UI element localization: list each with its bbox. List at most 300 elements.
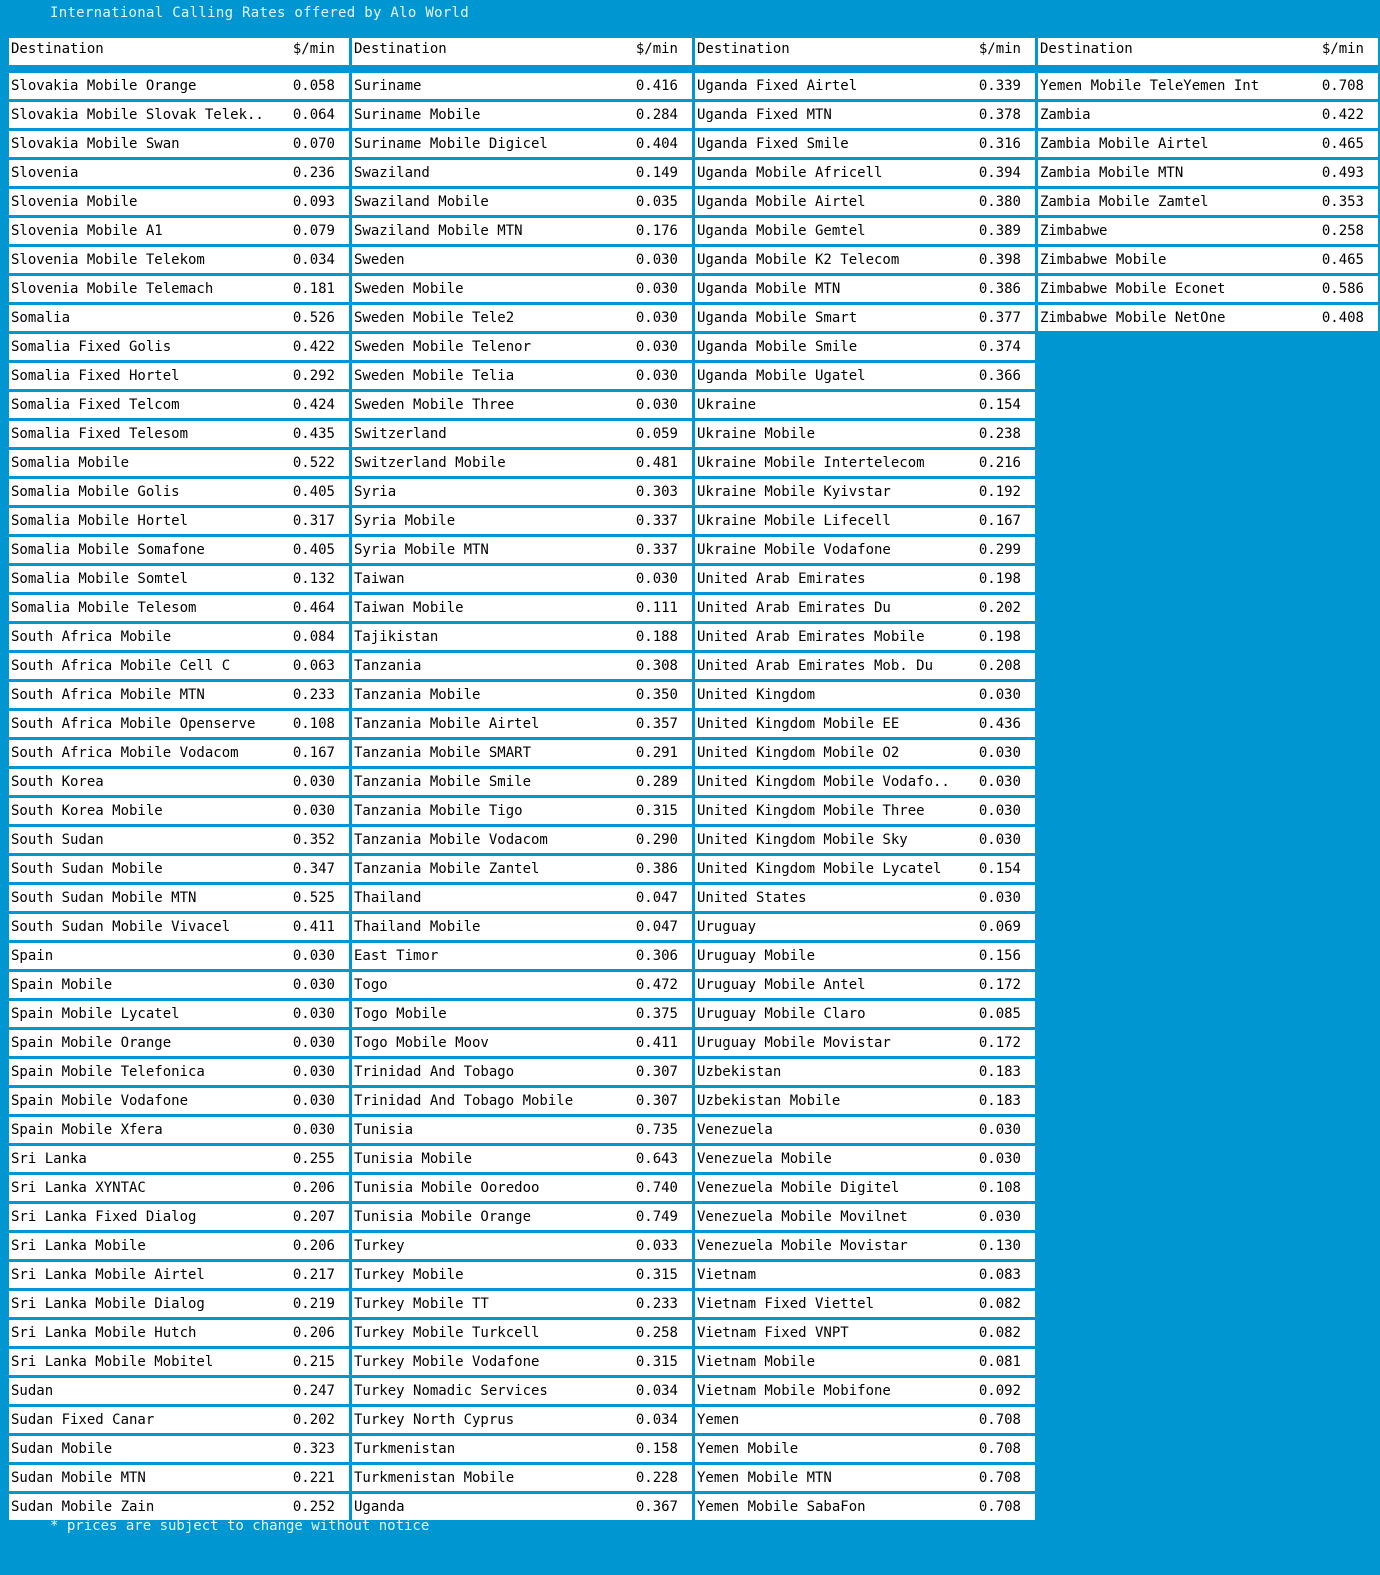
- destination-cell: East Timor: [354, 948, 439, 964]
- table-row: [9, 1407, 349, 1433]
- table-row: [695, 1436, 1035, 1462]
- table-row: [352, 131, 692, 157]
- destination-cell: Sudan Mobile MTN: [11, 1470, 146, 1486]
- table-row: [9, 334, 349, 360]
- rate-cell: 0.034: [292, 252, 335, 268]
- rate-cell: 0.085: [978, 1006, 1021, 1022]
- rate-cell: 0.188: [635, 629, 678, 645]
- rate-cell: 0.526: [292, 310, 335, 326]
- rate-header: $/min: [1321, 41, 1364, 57]
- rate-cell: 0.221: [292, 1470, 335, 1486]
- destination-cell: United Kingdom Mobile Lycatel: [697, 861, 942, 877]
- rate-cell: 0.058: [292, 78, 335, 94]
- rate-cell: 0.465: [1321, 252, 1364, 268]
- table-row: [1038, 189, 1378, 215]
- destination-cell: Uganda Mobile Africell: [697, 165, 883, 181]
- destination-cell: Yemen Mobile SabaFon: [697, 1499, 866, 1515]
- rate-cell: 0.081: [978, 1354, 1021, 1370]
- destination-cell: Tanzania: [354, 658, 422, 674]
- rate-cell: 0.063: [292, 658, 335, 674]
- rate-cell: 0.378: [978, 107, 1021, 123]
- rate-cell: 0.108: [292, 716, 335, 732]
- rate-cell: 0.522: [292, 455, 335, 471]
- destination-cell: Sri Lanka Mobile: [11, 1238, 146, 1254]
- table-row: [352, 1001, 692, 1027]
- destination-cell: Spain Mobile Orange: [11, 1035, 172, 1051]
- table-row: [352, 740, 692, 766]
- destination-cell: Turkmenistan Mobile: [354, 1470, 515, 1486]
- table-row: [352, 1204, 692, 1230]
- destination-cell: United Arab Emirates Mobile: [697, 629, 925, 645]
- destination-cell: Switzerland Mobile: [354, 455, 506, 471]
- destination-cell: Tanzania Mobile Vodacom: [354, 832, 548, 848]
- destination-cell: Spain Mobile Vodafone: [11, 1093, 189, 1109]
- table-row: [695, 247, 1035, 273]
- rate-cell: 0.198: [978, 629, 1021, 645]
- table-row: [9, 1262, 349, 1288]
- rate-cell: 0.740: [635, 1180, 678, 1196]
- rate-cell: 0.030: [635, 571, 678, 587]
- rate-cell: 0.207: [292, 1209, 335, 1225]
- destination-cell: Uganda Fixed Smile: [697, 136, 849, 152]
- table-row: [352, 1378, 692, 1404]
- table-row: [352, 450, 692, 476]
- destination-cell: Slovenia Mobile: [11, 194, 138, 210]
- destination-cell: Sri Lanka Mobile Dialog: [11, 1296, 205, 1312]
- rate-cell: 0.030: [292, 774, 335, 790]
- table-row: [352, 595, 692, 621]
- table-row: [9, 305, 349, 331]
- destination-cell: Zambia Mobile MTN: [1040, 165, 1184, 181]
- destination-cell: South Africa Mobile MTN: [11, 687, 205, 703]
- destination-cell: Tanzania Mobile: [354, 687, 481, 703]
- table-row: [1038, 305, 1378, 331]
- destination-cell: Venezuela: [697, 1122, 773, 1138]
- table-row: [695, 479, 1035, 505]
- table-row: [695, 566, 1035, 592]
- destination-cell: Turkey: [354, 1238, 405, 1254]
- destination-cell: Uganda Mobile Smart: [697, 310, 858, 326]
- destination-cell: Turkey Nomadic Services: [354, 1383, 548, 1399]
- destination-cell: Slovenia Mobile A1: [11, 223, 163, 239]
- destination-cell: Sudan: [11, 1383, 54, 1399]
- table-row: [352, 537, 692, 563]
- rate-cell: 0.377: [978, 310, 1021, 326]
- rate-cell: 0.215: [292, 1354, 335, 1370]
- table-row: [9, 218, 349, 244]
- destination-cell: Turkey Mobile Turkcell: [354, 1325, 540, 1341]
- destination-cell: Yemen Mobile: [697, 1441, 799, 1457]
- destination-cell: Suriname: [354, 78, 422, 94]
- table-row: [695, 769, 1035, 795]
- destination-cell: Somalia Mobile Hortel: [11, 513, 189, 529]
- destination-cell: Slovakia Mobile Swan: [11, 136, 180, 152]
- table-row: [695, 682, 1035, 708]
- destination-header: Destination: [697, 41, 790, 57]
- table-row: [9, 392, 349, 418]
- table-row: [9, 1233, 349, 1259]
- rate-cell: 0.308: [635, 658, 678, 674]
- destination-cell: Thailand Mobile: [354, 919, 481, 935]
- rate-cell: 0.030: [978, 803, 1021, 819]
- rate-cell: 0.411: [635, 1035, 678, 1051]
- destination-cell: Sweden Mobile Tele2: [354, 310, 515, 326]
- destination-cell: Ukraine Mobile Lifecell: [697, 513, 891, 529]
- rate-cell: 0.481: [635, 455, 678, 471]
- destination-cell: United Kingdom Mobile Sky: [697, 832, 908, 848]
- destination-cell: South Sudan Mobile: [11, 861, 163, 877]
- rate-cell: 0.422: [1321, 107, 1364, 123]
- table-row: [9, 450, 349, 476]
- destination-cell: Ukraine Mobile Vodafone: [697, 542, 891, 558]
- table-row: [695, 1407, 1035, 1433]
- rate-cell: 0.357: [635, 716, 678, 732]
- rate-cell: 0.380: [978, 194, 1021, 210]
- rate-cell: 0.339: [978, 78, 1021, 94]
- table-row: [695, 1320, 1035, 1346]
- rate-cell: 0.337: [635, 542, 678, 558]
- rate-header: $/min: [292, 41, 335, 57]
- rate-cell: 0.172: [978, 1035, 1021, 1051]
- destination-cell: United States: [697, 890, 807, 906]
- rate-cell: 0.206: [292, 1180, 335, 1196]
- rate-column-1: [9, 38, 349, 1520]
- destination-cell: Swaziland: [354, 165, 430, 181]
- destination-cell: Turkmenistan: [354, 1441, 456, 1457]
- table-row: [1038, 276, 1378, 302]
- table-row: [9, 189, 349, 215]
- table-row: [9, 885, 349, 911]
- destination-cell: Uruguay Mobile Claro: [697, 1006, 866, 1022]
- rate-cell: 0.154: [978, 861, 1021, 877]
- destination-cell: Sri Lanka Fixed Dialog: [11, 1209, 197, 1225]
- table-row: [695, 1349, 1035, 1375]
- rate-cell: 0.130: [978, 1238, 1021, 1254]
- rate-cell: 0.035: [635, 194, 678, 210]
- table-row: [9, 1175, 349, 1201]
- table-row: [9, 1436, 349, 1462]
- table-row: [9, 276, 349, 302]
- rate-cell: 0.206: [292, 1325, 335, 1341]
- rate-cell: 0.228: [635, 1470, 678, 1486]
- rate-cell: 0.132: [292, 571, 335, 587]
- destination-cell: Uzbekistan: [697, 1064, 782, 1080]
- destination-cell: Thailand: [354, 890, 422, 906]
- rate-cell: 0.465: [1321, 136, 1364, 152]
- table-row: [352, 624, 692, 650]
- destination-cell: Somalia Fixed Telesom: [11, 426, 189, 442]
- destination-cell: South Sudan: [11, 832, 104, 848]
- destination-cell: United Arab Emirates Mob. Du: [697, 658, 934, 674]
- table-row: [695, 73, 1035, 99]
- destination-cell: Uruguay: [697, 919, 757, 935]
- destination-cell: Suriname Mobile Digicel: [354, 136, 548, 152]
- rate-header: $/min: [635, 41, 678, 57]
- rate-cell: 0.353: [1321, 194, 1364, 210]
- rate-cell: 0.216: [978, 455, 1021, 471]
- table-row: [352, 1494, 692, 1520]
- destination-cell: Sudan Mobile Zain: [11, 1499, 155, 1515]
- destination-cell: Sudan Mobile: [11, 1441, 113, 1457]
- destination-cell: South Korea: [11, 774, 104, 790]
- destination-cell: Vietnam: [697, 1267, 757, 1283]
- rate-cell: 0.183: [978, 1064, 1021, 1080]
- destination-cell: Turkey Mobile TT: [354, 1296, 489, 1312]
- column-header: [1038, 38, 1378, 65]
- destination-cell: Spain: [11, 948, 54, 964]
- table-row: [695, 1233, 1035, 1259]
- rate-cell: 0.167: [292, 745, 335, 761]
- table-row: [352, 1117, 692, 1143]
- rate-cell: 0.030: [292, 977, 335, 993]
- rate-cell: 0.708: [978, 1412, 1021, 1428]
- table-row: [9, 131, 349, 157]
- destination-cell: Togo Mobile: [354, 1006, 447, 1022]
- destination-cell: Trinidad And Tobago: [354, 1064, 515, 1080]
- table-row: [9, 914, 349, 940]
- destination-cell: Togo: [354, 977, 388, 993]
- table-row: [695, 1117, 1035, 1143]
- table-row: [695, 943, 1035, 969]
- destination-cell: Tunisia: [354, 1122, 414, 1138]
- rate-cell: 0.316: [978, 136, 1021, 152]
- table-row: [352, 1088, 692, 1114]
- table-row: [9, 1291, 349, 1317]
- destination-cell: Sudan Fixed Canar: [11, 1412, 155, 1428]
- destination-cell: Swaziland Mobile: [354, 194, 489, 210]
- destination-cell: Vietnam Fixed VNPT: [697, 1325, 849, 1341]
- destination-cell: United Arab Emirates: [697, 571, 866, 587]
- destination-cell: Slovenia Mobile Telemach: [11, 281, 214, 297]
- rate-cell: 0.252: [292, 1499, 335, 1515]
- table-row: [9, 711, 349, 737]
- destination-cell: Ukraine: [697, 397, 757, 413]
- table-row: [1038, 73, 1378, 99]
- table-row: [9, 682, 349, 708]
- table-row: [352, 1030, 692, 1056]
- table-row: [695, 305, 1035, 331]
- rate-column-3: [695, 38, 1035, 1520]
- table-row: [352, 769, 692, 795]
- destination-cell: Vietnam Mobile Mobifone: [697, 1383, 891, 1399]
- destination-cell: Togo Mobile Moov: [354, 1035, 489, 1051]
- destination-cell: Tanzania Mobile Zantel: [354, 861, 540, 877]
- rate-cell: 0.030: [978, 774, 1021, 790]
- rate-cell: 0.255: [292, 1151, 335, 1167]
- rate-cell: 0.374: [978, 339, 1021, 355]
- rate-cell: 0.347: [292, 861, 335, 877]
- destination-cell: Tajikistan: [354, 629, 439, 645]
- destination-cell: Somalia Fixed Telcom: [11, 397, 180, 413]
- rate-cell: 0.247: [292, 1383, 335, 1399]
- table-row: [9, 1117, 349, 1143]
- table-row: [352, 566, 692, 592]
- table-row: [352, 276, 692, 302]
- table-row: [695, 624, 1035, 650]
- table-row: [352, 1465, 692, 1491]
- rate-cell: 0.030: [978, 832, 1021, 848]
- destination-cell: Slovenia Mobile Telekom: [11, 252, 205, 268]
- table-row: [695, 1059, 1035, 1085]
- rate-cell: 0.337: [635, 513, 678, 529]
- rate-column-2: [352, 38, 692, 1520]
- table-row: [9, 1378, 349, 1404]
- rate-cell: 0.284: [635, 107, 678, 123]
- rate-cell: 0.202: [292, 1412, 335, 1428]
- table-row: [1038, 247, 1378, 273]
- rate-cell: 0.258: [1321, 223, 1364, 239]
- rate-cell: 0.030: [978, 1151, 1021, 1167]
- rate-cell: 0.181: [292, 281, 335, 297]
- table-row: [695, 740, 1035, 766]
- destination-cell: Venezuela Mobile Digitel: [697, 1180, 900, 1196]
- table-row: [9, 102, 349, 128]
- destination-cell: South Sudan Mobile Vivacel: [11, 919, 231, 935]
- destination-cell: Zambia Mobile Zamtel: [1040, 194, 1209, 210]
- rate-cell: 0.586: [1321, 281, 1364, 297]
- destination-cell: Somalia Fixed Golis: [11, 339, 172, 355]
- table-row: [695, 856, 1035, 882]
- rate-cell: 0.030: [635, 310, 678, 326]
- rate-cell: 0.306: [635, 948, 678, 964]
- table-row: [352, 73, 692, 99]
- table-row: [352, 885, 692, 911]
- rate-cell: 0.405: [292, 484, 335, 500]
- rate-cell: 0.236: [292, 165, 335, 181]
- rate-cell: 0.156: [978, 948, 1021, 964]
- rate-cell: 0.233: [635, 1296, 678, 1312]
- table-row: [695, 1291, 1035, 1317]
- table-row: [695, 1030, 1035, 1056]
- table-row: [352, 827, 692, 853]
- table-row: [352, 711, 692, 737]
- destination-cell: United Kingdom Mobile Three: [697, 803, 925, 819]
- table-row: [9, 595, 349, 621]
- rate-cell: 0.070: [292, 136, 335, 152]
- table-row: [352, 334, 692, 360]
- table-row: [695, 1378, 1035, 1404]
- table-row: [352, 421, 692, 447]
- rate-cell: 0.317: [292, 513, 335, 529]
- table-row: [352, 218, 692, 244]
- table-row: [9, 1146, 349, 1172]
- destination-cell: Ukraine Mobile Intertelecom: [697, 455, 925, 471]
- table-row: [352, 392, 692, 418]
- rate-cell: 0.411: [292, 919, 335, 935]
- table-row: [352, 1059, 692, 1085]
- table-row: [9, 624, 349, 650]
- destination-cell: Ukraine Mobile Kyivstar: [697, 484, 891, 500]
- rate-cell: 0.030: [635, 281, 678, 297]
- table-row: [9, 537, 349, 563]
- rate-cell: 0.202: [978, 600, 1021, 616]
- rate-cell: 0.307: [635, 1064, 678, 1080]
- table-row: [352, 943, 692, 969]
- rate-cell: 0.069: [978, 919, 1021, 935]
- rate-cell: 0.315: [635, 1354, 678, 1370]
- rate-cell: 0.030: [978, 890, 1021, 906]
- destination-cell: Uganda Fixed Airtel: [697, 78, 858, 94]
- destination-cell: Taiwan Mobile: [354, 600, 464, 616]
- rate-cell: 0.303: [635, 484, 678, 500]
- table-row: [352, 508, 692, 534]
- table-row: [695, 1204, 1035, 1230]
- table-row: [9, 1349, 349, 1375]
- rate-cell: 0.079: [292, 223, 335, 239]
- table-row: [695, 1262, 1035, 1288]
- rate-cell: 0.030: [292, 1064, 335, 1080]
- table-row: [1038, 160, 1378, 186]
- rate-cell: 0.064: [292, 107, 335, 123]
- table-row: [352, 1146, 692, 1172]
- column-header: [695, 38, 1035, 65]
- rate-cell: 0.192: [978, 484, 1021, 500]
- rate-column-4: [1038, 38, 1378, 1520]
- table-row: [1038, 102, 1378, 128]
- rate-cell: 0.206: [292, 1238, 335, 1254]
- rate-cell: 0.493: [1321, 165, 1364, 181]
- table-row: [352, 1436, 692, 1462]
- destination-cell: United Kingdom: [697, 687, 816, 703]
- destination-cell: Sweden Mobile: [354, 281, 464, 297]
- table-row: [695, 1465, 1035, 1491]
- destination-cell: Sri Lanka XYNTAC: [11, 1180, 146, 1196]
- destination-cell: Tanzania Mobile Smile: [354, 774, 532, 790]
- table-row: [695, 276, 1035, 302]
- destination-cell: Vietnam Fixed Viettel: [697, 1296, 875, 1312]
- table-row: [695, 508, 1035, 534]
- table-row: [9, 798, 349, 824]
- rate-cell: 0.183: [978, 1093, 1021, 1109]
- table-row: [352, 682, 692, 708]
- rate-cell: 0.030: [978, 745, 1021, 761]
- table-row: [9, 508, 349, 534]
- destination-cell: Sweden Mobile Three: [354, 397, 515, 413]
- rate-cell: 0.350: [635, 687, 678, 703]
- rate-cell: 0.030: [635, 252, 678, 268]
- destination-cell: Sweden Mobile Telenor: [354, 339, 532, 355]
- destination-cell: Switzerland: [354, 426, 447, 442]
- table-row: [9, 73, 349, 99]
- rate-cell: 0.030: [978, 1122, 1021, 1138]
- rate-cell: 0.735: [635, 1122, 678, 1138]
- table-row: [9, 1030, 349, 1056]
- table-row: [9, 421, 349, 447]
- destination-cell: Turkey North Cyprus: [354, 1412, 515, 1428]
- destination-cell: Uganda Mobile Gemtel: [697, 223, 866, 239]
- rate-cell: 0.219: [292, 1296, 335, 1312]
- rate-cell: 0.299: [978, 542, 1021, 558]
- destination-cell: Zambia: [1040, 107, 1091, 123]
- table-row: [695, 1001, 1035, 1027]
- rate-cell: 0.030: [635, 397, 678, 413]
- table-row: [352, 1349, 692, 1375]
- rate-cell: 0.436: [978, 716, 1021, 732]
- destination-cell: Slovenia: [11, 165, 79, 181]
- destination-cell: Zambia Mobile Airtel: [1040, 136, 1209, 152]
- table-row: [352, 305, 692, 331]
- table-row: [9, 972, 349, 998]
- rate-cell: 0.238: [978, 426, 1021, 442]
- destination-cell: Somalia: [11, 310, 71, 326]
- rate-cell: 0.352: [292, 832, 335, 848]
- rate-cell: 0.208: [978, 658, 1021, 674]
- column-header: [9, 38, 349, 65]
- rate-cell: 0.643: [635, 1151, 678, 1167]
- table-row: [352, 914, 692, 940]
- rate-cell: 0.708: [978, 1499, 1021, 1515]
- destination-cell: Tunisia Mobile: [354, 1151, 473, 1167]
